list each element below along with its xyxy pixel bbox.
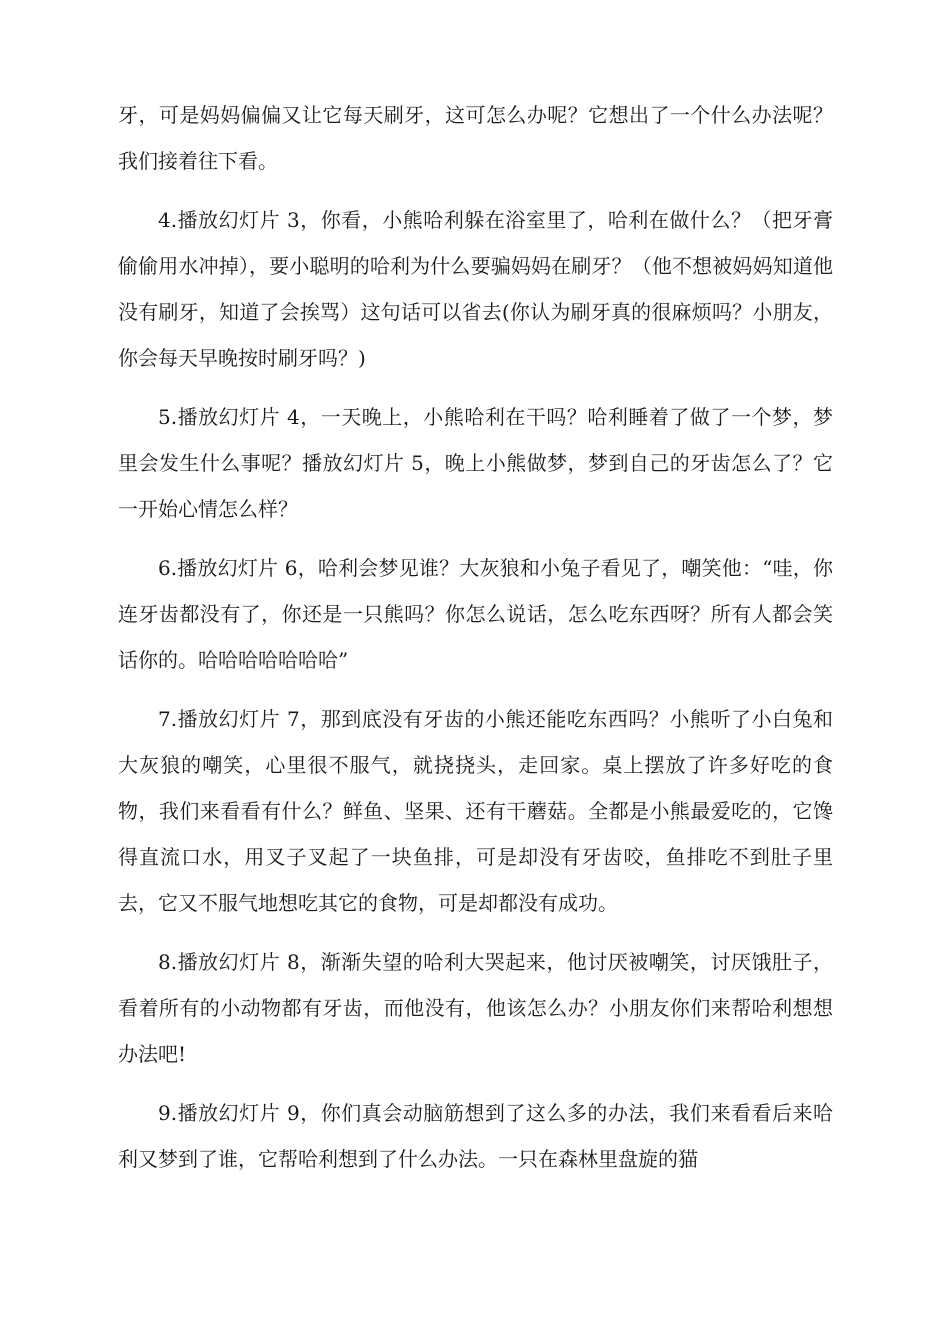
paragraph-step-7: 7.播放幻灯片 7，那到底没有牙齿的小熊还能吃东西吗？小熊听了小白兔和大灰狼的嘲笑，心里很不服气，就挠挠头，走回家。桌上摆放了许多好吃的食物，我们来看看有什么？鲜鱼、坚果、还有干蘑菇。全都是小熊最爱吃的，它馋得直流口水，用叉子叉起了一块鱼排，可是却没有牙齿咬，鱼排吃不到肚子里去，它又不服气地想吃其它的食物，可是却都没有成功。 — [118, 707, 833, 915]
paragraph-step-8: 8.播放幻灯片 8，渐渐失望的哈利大哭起来，他讨厌被嘲笑，讨厌饿肚子，看着所有的小动物都有牙齿，而他没有，他该怎么办？小朋友你们来帮哈利想想办法吧! — [118, 950, 833, 1066]
document-body — [118, 92, 833, 1195]
paragraph-continuation: 牙，可是妈妈偏偏又让它每天刷牙，这可怎么办呢？它想出了一个什么办法呢？我们接着往下看。 — [118, 103, 833, 173]
paragraph-step-9: 9.播放幻灯片 9，你们真会动脑筋想到了这么多的办法，我们来看看后来哈利又梦到了谁，它帮哈利想到了什么办法。一只在森林里盘旋的猫 — [118, 1101, 833, 1171]
paragraph-step-5: 5.播放幻灯片 4，一天晚上，小熊哈利在干吗？哈利睡着了做了一个梦，梦里会发生什么事呢？播放幻灯片 5，晚上小熊做梦，梦到自己的牙齿怎么了？它一开始心情怎么样？ — [118, 405, 833, 521]
paragraph-step-6: 6.播放幻灯片 6，哈利会梦见谁？大灰狼和小兔子看见了，嘲笑他：“哇，你连牙齿都没有了，你还是一只熊吗？你怎么说话，怎么吃东西呀？所有人都会笑话你的。哈哈哈哈哈哈哈” — [118, 556, 833, 672]
paragraph-step-4: 4.播放幻灯片 3，你看，小熊哈利躲在浴室里了，哈利在做什么？（把牙膏偷偷用水冲掉），要小聪明的哈利为什么要骗妈妈在刷牙？（他不想被妈妈知道他没有刷牙，知道了会挨骂）这句话可以省去(你认为刷牙真的很麻烦吗？小朋友，你会每天早晚按时刷牙吗？) — [118, 208, 833, 370]
